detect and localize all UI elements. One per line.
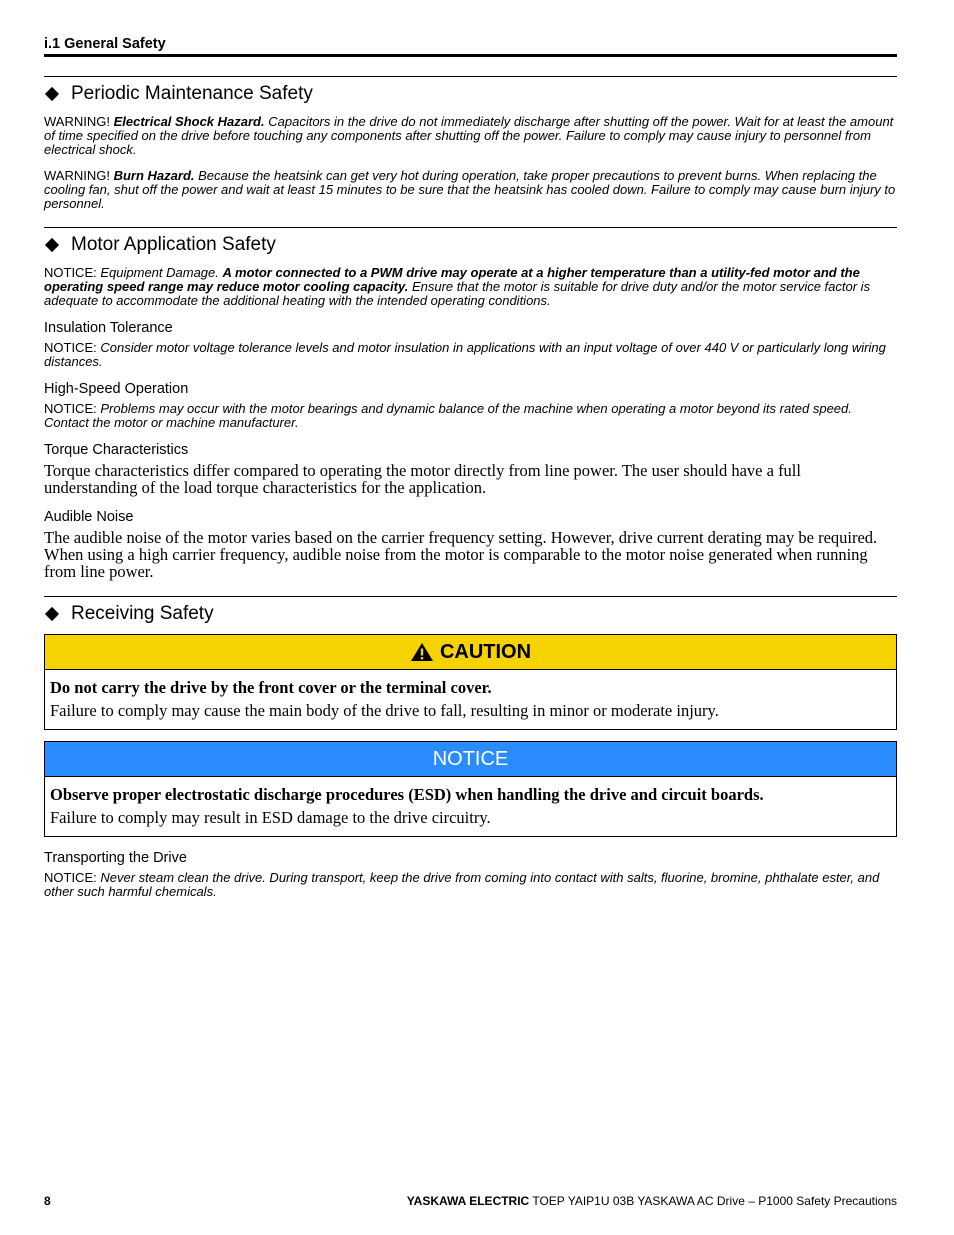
receiving-title-text: Receiving Safety (71, 603, 214, 624)
torque-text: Torque characteristics differ compared to operating the motor directly from line power. The user should have a full understanding of the load torque characteristics for the application. (44, 461, 801, 497)
warning-label: WARNING! (44, 168, 110, 183)
caution-bold: Do not carry the drive by the front cover or the terminal cover. (50, 678, 492, 697)
caution-body (45, 670, 896, 729)
warning-triangle-icon (410, 642, 434, 662)
periodic-title (44, 83, 313, 105)
transport-notice (44, 871, 897, 899)
divider (44, 596, 897, 597)
notice-body (45, 777, 896, 836)
highspeed-title: High-Speed Operation (44, 381, 189, 397)
section-header-rule (44, 54, 897, 57)
notice-label: NOTICE: (44, 870, 97, 885)
diamond-bullet-icon (45, 238, 59, 252)
diamond-bullet-icon (45, 607, 59, 621)
footer-brand: YASKAWA ELECTRIC (406, 1194, 530, 1208)
periodic-warning-2 (44, 169, 897, 211)
notice-text: Problems may occur with the motor bearings and dynamic balance of the machine when operating a motor beyond its rated speed. Contact the motor or machine manufacturer. (44, 401, 852, 430)
footer-doc (407, 1194, 897, 1208)
warning-label: WARNING! (44, 114, 110, 129)
notice-box (44, 741, 897, 837)
section-header: i.1 General Safety (44, 36, 166, 52)
notice-text: Never steam clean the drive. During transport, keep the drive from coming into contact with salts, fluorine, bromine, phthalate ester, and other such harmful chemicals. (44, 870, 880, 899)
hazard-name: Electrical Shock Hazard. (113, 114, 265, 129)
diamond-bullet-icon (45, 87, 59, 101)
transport-title: Transporting the Drive (44, 850, 187, 866)
notice-bold: A motor connected to a PWM drive may operate at a higher temperature than a utility-fed motor and the operating speed range may reduce motor cooling capacity. (44, 265, 860, 294)
notice-label: NOTICE: (44, 401, 97, 416)
receiving-title (44, 603, 214, 625)
caution-heading: CAUTION (439, 640, 532, 663)
notice-text: Ensure that the motor is suitable for drive duty and/or the motor service factor is adequate to accommodate the additional heating with the intended operating conditions. (44, 279, 871, 308)
notice-heading: NOTICE (432, 747, 509, 770)
divider (44, 227, 897, 228)
caution-header (45, 635, 896, 670)
highspeed-notice (44, 402, 897, 430)
warning-text: Capacitors in the drive do not immediately discharge after shutting off the power. Wait for at least the amount of time specified on the drive before touching any components after shutting off the power. Failure to comply may cause injury to personnel from electrical shock. (44, 114, 894, 157)
notice-label: NOTICE: (44, 265, 97, 280)
notice-label: NOTICE: (44, 340, 97, 355)
audible-text: The audible noise of the motor varies based on the carrier frequency setting. However, drive current derating may be required. When using a high carrier frequency, audible noise from the motor is comparable to the motor noise generated when running from line power. (44, 528, 878, 581)
periodic-warning-1 (44, 115, 897, 157)
warning-text: Because the heatsink can get very hot during operation, take proper precautions to prevent burns. When replacing the cooling fan, shut off the power and wait at least 15 minutes to be sure that the heatsink has cooled down. Failure to comply may cause burn injury to personnel. (44, 168, 896, 211)
motor-title (44, 234, 276, 256)
caution-text: Failure to comply may cause the main body of the drive to fall, resulting in minor or moderate injury. (50, 701, 719, 720)
notice-text: Consider motor voltage tolerance levels and motor insulation in applications with an input voltage of over 440 V or particularly long wiring distances. (44, 340, 886, 369)
notice-bold: Observe proper electrostatic discharge procedures (ESD) when handling the drive and circuit boards. (50, 785, 764, 804)
insulation-title: Insulation Tolerance (44, 320, 173, 336)
motor-title-text: Motor Application Safety (71, 234, 276, 255)
torque-title: Torque Characteristics (44, 442, 189, 458)
divider (44, 76, 897, 77)
periodic-title-text: Periodic Maintenance Safety (71, 83, 313, 104)
notice-lead: Equipment Damage. (100, 265, 219, 280)
caution-box (44, 634, 897, 730)
page-number: 8 (44, 1194, 51, 1208)
motor-notice (44, 266, 897, 308)
insulation-notice (44, 341, 897, 369)
notice-text: Failure to comply may result in ESD damage to the drive circuitry. (50, 808, 491, 827)
hazard-name: Burn Hazard. (113, 168, 195, 183)
footer-doc-title: TOEP YAIP1U 03B YASKAWA AC Drive – P1000 Safety Precautions (532, 1194, 897, 1208)
notice-header (45, 742, 896, 777)
audible-title: Audible Noise (44, 509, 134, 525)
